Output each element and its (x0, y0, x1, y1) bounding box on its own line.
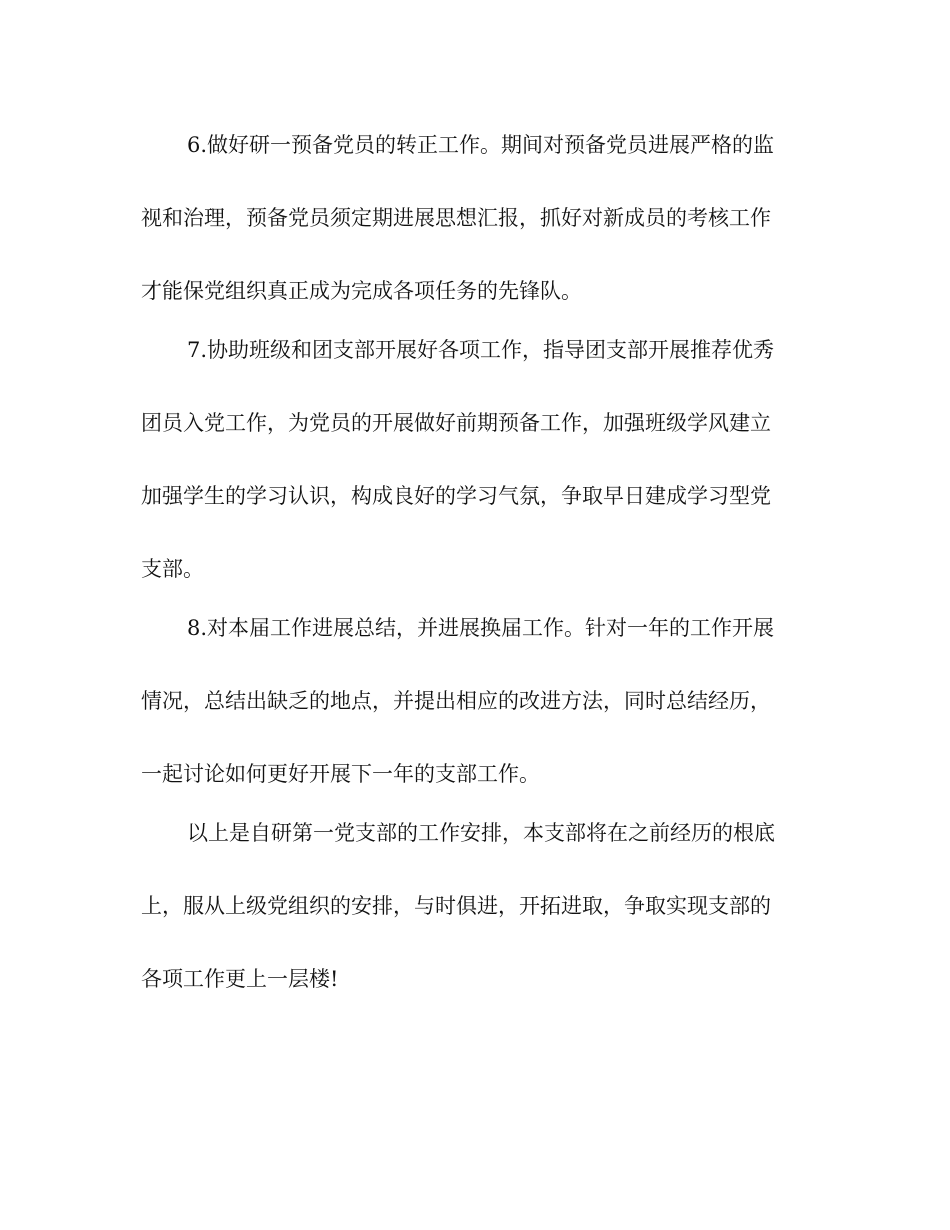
text-line: 才能保党组织真正成为完成各项任务的先锋队。 (141, 279, 582, 303)
paragraph-8-line-1 (0, 612, 950, 644)
text-line: 视和治理，预备党员须定期进展思想汇报，抓好对新成员的考核工作 (141, 206, 771, 230)
text-line: 情况，总结出缺乏的地点，并提出相应的改进方法，同时总结经历， (141, 689, 771, 713)
paragraph-8-line-3 (0, 758, 950, 790)
paragraph-7-line-3 (0, 480, 950, 512)
closing-paragraph-line-3 (0, 963, 950, 995)
paragraph-7-line-4 (0, 553, 950, 585)
text-line: 7.协助班级和团支部开展好各项工作，指导团支部开展推荐优秀 (187, 338, 775, 362)
paragraph-6-line-3 (0, 275, 950, 307)
closing-paragraph-line-2 (0, 890, 950, 922)
paragraph-6-line-2 (0, 202, 950, 234)
paragraph-8-line-2 (0, 685, 950, 717)
text-line: 加强学生的学习认识，构成良好的学习气氛，争取早日建成学习型党 (141, 484, 771, 508)
text-line: 支部。 (141, 557, 204, 581)
text-line: 各项工作更上一层楼! (141, 967, 339, 991)
paragraph-6-line-1 (0, 129, 950, 161)
text-line: 团员入党工作，为党员的开展做好前期预备工作，加强班级学风建立 (141, 411, 771, 435)
text-line: 6.做好研一预备党员的转正工作。期间对预备党员进展严格的监 (187, 133, 775, 157)
text-line: 以上是自研第一党支部的工作安排，本支部将在之前经历的根底 (187, 821, 775, 845)
paragraph-7-line-1 (0, 334, 950, 366)
text-line: 上，服从上级党组织的安排，与时俱进，开拓进取，争取实现支部的 (141, 894, 771, 918)
paragraph-7-line-2 (0, 407, 950, 439)
text-line: 一起讨论如何更好开展下一年的支部工作。 (141, 762, 540, 786)
text-line: 8.对本届工作进展总结，并进展换届工作。针对一年的工作开展 (187, 616, 775, 640)
closing-paragraph-line-1 (0, 817, 950, 849)
